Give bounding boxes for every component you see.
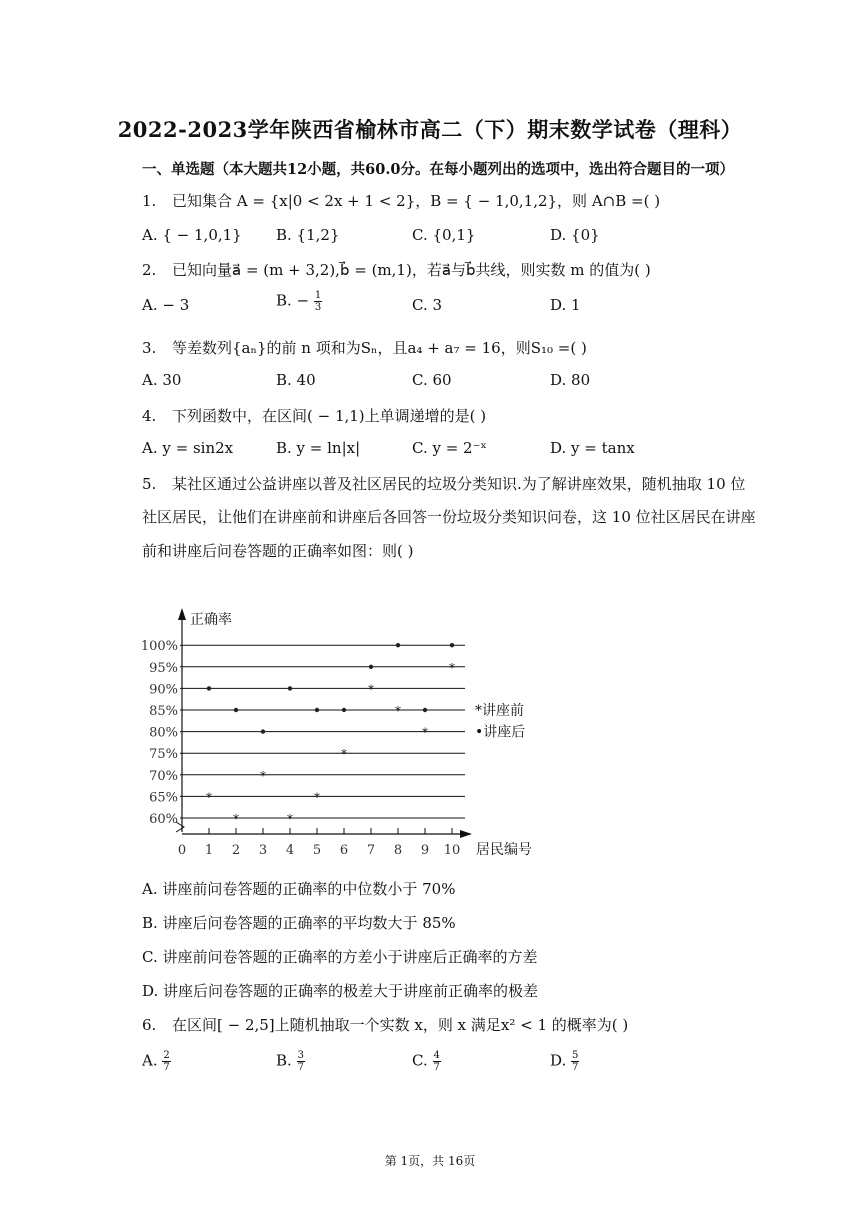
option-b-prefix: B. − — [276, 291, 310, 310]
data-point-before: * — [395, 704, 401, 718]
data-point-after — [369, 665, 373, 669]
scatter-chart — [140, 600, 560, 870]
question-2 — [142, 259, 651, 280]
x-tick-label: 9 — [420, 843, 430, 858]
data-point-before: * — [341, 747, 347, 762]
data-point-after — [342, 708, 346, 712]
data-point-before: * — [287, 812, 293, 826]
y-tick-label: 65% — [149, 790, 178, 806]
option-b: B. y = ln|x| — [276, 439, 361, 457]
question-text: 下列函数中，在区间( − 1,1)上单调递增的是( ) — [172, 407, 487, 425]
option-a: A. − 3 — [142, 296, 190, 314]
option-d: D. 1 — [550, 296, 581, 314]
question-number: 6. — [142, 1016, 157, 1034]
option-d-prefix: D. — [550, 1051, 567, 1070]
option-c — [412, 1050, 441, 1073]
option-b-prefix: B. — [276, 1051, 292, 1070]
option-a — [142, 1050, 171, 1073]
question-number: 2. — [142, 261, 157, 279]
section-heading: 一、单选题（本大题共12小题，共60.0分。在每小题列出的选项中，选出符合题目的一项） — [142, 161, 734, 178]
x-tick-label: 6 — [339, 843, 349, 858]
data-point-after — [261, 729, 265, 733]
question-text: 在区间[ − 2,5]上随机抽取一个实数 x，则 x 满足x² < 1 的概率为( ) — [172, 1016, 629, 1034]
x-tick-label: 2 — [231, 843, 241, 858]
data-point-before: * — [368, 682, 374, 697]
legend-entry: •讲座后 — [475, 724, 526, 741]
x-tick-label: 7 — [366, 843, 376, 858]
question-1 — [142, 190, 660, 211]
question-5-option-a: A. 讲座前问卷答题的正确率的中位数小于 70% — [142, 880, 456, 898]
data-point-before: * — [233, 812, 239, 826]
option-b: B. 40 — [276, 371, 316, 389]
denominator: 7 — [297, 1062, 304, 1073]
data-point-before: * — [422, 725, 428, 740]
question-text: 已知集合 A = {x|0 < 2x + 1 < 2}，B = { − 1,0,1,2}，则 A∩B =( ) — [172, 192, 661, 210]
x-tick-label: 10 — [443, 843, 461, 858]
option-a: A. 30 — [142, 371, 182, 389]
option-d: D. {0} — [550, 226, 600, 244]
fraction — [297, 1050, 305, 1073]
option-d: D. y = tanx — [550, 439, 635, 457]
question-number: 1. — [142, 192, 157, 210]
data-point-after — [234, 708, 238, 712]
y-tick-label: 60% — [149, 812, 178, 827]
denominator: 7 — [163, 1062, 170, 1073]
fraction — [162, 1050, 170, 1073]
x-tick-label: 1 — [204, 843, 214, 858]
y-tick-label: 100% — [140, 639, 178, 655]
question-5-line-3: 前和讲座后问卷答题的正确率如图：则( ) — [142, 542, 414, 560]
option-b: B. {1,2} — [276, 226, 340, 244]
data-point-after — [288, 686, 292, 690]
data-point-before: * — [449, 660, 455, 675]
numerator: 3 — [297, 1050, 304, 1061]
option-c: C. 60 — [412, 371, 452, 389]
x-axis-arrow — [460, 830, 472, 838]
fraction — [571, 1050, 579, 1073]
y-tick-label: 75% — [149, 747, 178, 763]
question-4 — [142, 405, 486, 426]
fraction — [314, 290, 322, 313]
question-text: 已知向量a⃗ = (m + 3,2),b⃗ = (m,1)，若a⃗与b⃗共线，则实数 m 的值为( ) — [172, 261, 651, 279]
question-5-option-b: B. 讲座后问卷答题的正确率的平均数大于 85% — [142, 914, 456, 932]
option-c: C. y = 2⁻ˣ — [412, 439, 487, 457]
fraction — [433, 1050, 441, 1073]
y-tick-label: 95% — [149, 660, 178, 676]
option-a: A. { − 1,0,1} — [142, 226, 242, 244]
x-tick-label: 3 — [258, 843, 268, 858]
option-a: A. y = sin2x — [142, 439, 234, 457]
y-tick-label: 70% — [149, 768, 178, 784]
y-tick-label: 90% — [149, 682, 178, 698]
page-footer: 第 1页，共 16页 — [384, 1154, 476, 1168]
option-d: D. 80 — [550, 371, 591, 389]
question-text-line-1: 某社区通过公益讲座以普及社区居民的垃圾分类知识.为了解讲座效果，随机抽取 10 位 — [172, 475, 746, 493]
x-tick-label: 4 — [285, 843, 295, 858]
question-5-option-d: D. 讲座后问卷答题的正确率的极差大于讲座前正确率的极差 — [142, 982, 539, 1000]
denominator: 3 — [314, 302, 322, 313]
y-axis-label: 正确率 — [190, 612, 232, 628]
x-axis-label: 居民编号 — [476, 842, 532, 858]
y-tick-label: 85% — [149, 704, 178, 719]
option-b — [276, 290, 322, 313]
y-tick-label: 80% — [149, 725, 178, 741]
x-tick-label: 8 — [393, 843, 403, 858]
option-c-prefix: C. — [412, 1051, 428, 1070]
data-point-after — [315, 708, 319, 712]
denominator: 7 — [433, 1062, 440, 1073]
numerator: 4 — [433, 1050, 440, 1061]
question-number: 4. — [142, 407, 157, 425]
data-point-after — [423, 708, 427, 712]
option-c: C. {0,1} — [412, 226, 476, 244]
legend-entry: *讲座前 — [475, 703, 524, 719]
question-number: 5. — [142, 475, 157, 493]
question-number: 3. — [142, 339, 157, 357]
question-6 — [142, 1014, 628, 1035]
question-5 — [142, 473, 745, 494]
question-5-line-2: 社区居民，让他们在讲座前和讲座后各回答一份垃圾分类知识问卷，这 10 位社区居民在讲座 — [142, 508, 756, 526]
x-tick-label: 0 — [177, 843, 187, 858]
option-c: C. 3 — [412, 296, 443, 314]
denominator: 7 — [572, 1062, 579, 1073]
option-b — [276, 1050, 305, 1073]
data-point-after — [450, 643, 454, 647]
option-a-prefix: A. — [142, 1051, 158, 1070]
x-tick-label: 5 — [312, 843, 322, 858]
question-text: 等差数列{aₙ}的前 n 项和为Sₙ，且a₄ + a₇ = 16，则S₁₀ =( ) — [172, 339, 587, 357]
data-point-before: * — [206, 790, 212, 805]
option-d — [550, 1050, 579, 1073]
y-axis-arrow — [178, 608, 186, 620]
numerator: 5 — [572, 1050, 579, 1061]
data-point-before: * — [260, 768, 266, 783]
question-3 — [142, 337, 587, 358]
page-title: 2022-2023学年陕西省榆林市高二（下）期末数学试卷（理科） — [117, 117, 743, 142]
question-5-option-c: C. 讲座前问卷答题的正确率的方差小于讲座后正确率的方差 — [142, 948, 538, 966]
numerator: 2 — [163, 1050, 170, 1061]
numerator: 1 — [314, 290, 322, 301]
data-point-after — [207, 686, 211, 690]
data-point-after — [396, 643, 400, 647]
data-point-before: * — [314, 790, 320, 805]
